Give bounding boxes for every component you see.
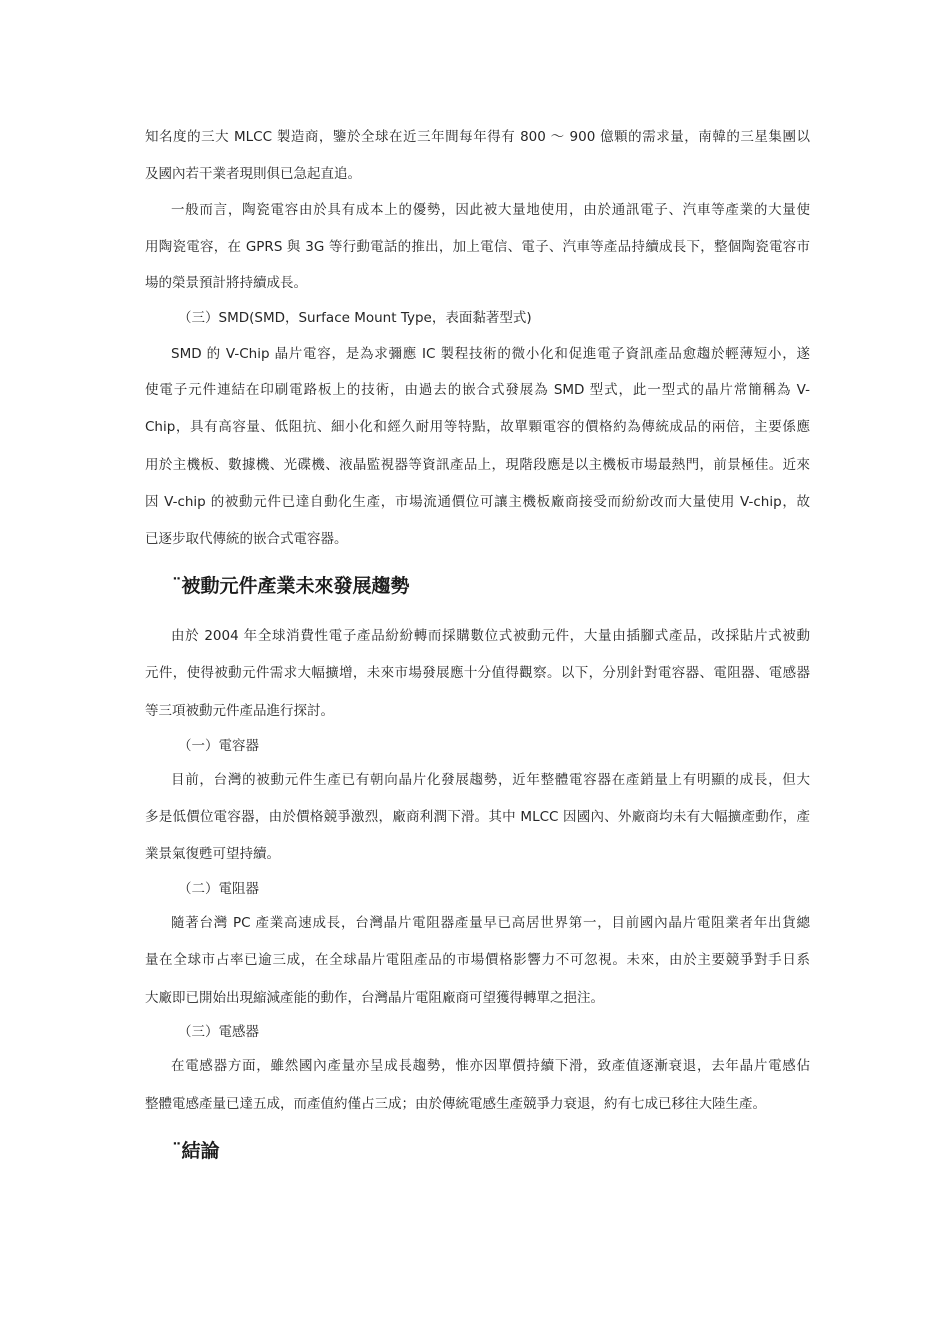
paragraph-line: 目前，台灣的被動元件生產已有朝向晶片化發展趨勢，近年整體電容器在產銷量上有明顯的成長，但大 [171, 772, 810, 788]
paragraph-line: 由於 2004 年全球消費性電子產品紛紛轉而採購數位式被動元件，大量由插腳式產品，改採貼片式被動 [171, 628, 810, 644]
paragraph-line: 及國內若干業者現則俱已急起直追。 [145, 166, 361, 182]
paragraph-line: 多是低價位電容器，由於價格競爭激烈，廠商利潤下滑。其中 MLCC 因國內、外廠商均未有大幅擴產動作，產 [145, 809, 810, 825]
paragraph-line: 業景氣復甦可望持續。 [145, 846, 280, 862]
subsection-title: （二）電阻器 [178, 881, 259, 897]
paragraph-line: 元件，使得被動元件需求大幅擴增，未來市場發展應十分值得觀察。以下，分別針對電容器、電阻器、電感器 [145, 665, 810, 681]
paragraph-line: 隨著台灣 PC 產業高速成長，台灣晶片電阻器產量早已高居世界第一，目前國內晶片電阻業者年出貨總 [171, 915, 810, 931]
paragraph-line: Chip，具有高容量、低阻抗、細小化和經久耐用等特點，故單顆電容的價格約為傳統成品的兩倍，主要係應 [145, 419, 810, 435]
paragraph-line: 場的榮景預計將持續成長。 [145, 275, 307, 291]
paragraph-line: 已逐步取代傳統的嵌合式電容器。 [145, 531, 348, 547]
paragraph-line: SMD 的 V-Chip 晶片電容，是為求彌應 IC 製程技術的微小化和促進電子資訊產品愈趨於輕薄短小，遂 [171, 346, 810, 362]
paragraph-line: 整體電感產量已達五成，而產值約僅占三成；由於傳統電感生產競爭力衰退，約有七成已移往大陸生產。 [145, 1096, 766, 1112]
subsection-title: （三）SMD(SMD，Surface Mount Type，表面黏著型式) [178, 310, 532, 326]
paragraph-line: 一般而言，陶瓷電容由於具有成本上的優勢，因此被大量地使用，由於通訊電子、汽車等產業的大量使 [171, 202, 810, 218]
section-heading: ¨結論 [172, 1140, 220, 1162]
section-heading: ¨被動元件產業未來發展趨勢 [172, 575, 410, 597]
paragraph-line: 量在全球市占率已逾三成，在全球晶片電阻產品的市場價格影響力不可忽視。未來，由於主要競爭對手日系 [145, 952, 810, 968]
paragraph-line: 知名度的三大 MLCC 製造商，鑒於全球在近三年間每年得有 800 ～ 900 億顆的需求量，南韓的三星集團以 [145, 129, 810, 145]
paragraph-line: 使電子元件連結在印刷電路板上的技術，由過去的嵌合式發展為 SMD 型式，此一型式的晶片常簡稱為 V- [145, 382, 810, 398]
subsection-title: （三）電感器 [178, 1024, 259, 1040]
paragraph-line: 用於主機板、數據機、光碟機、液晶監視器等資訊產品上，現階段應是以主機板市場最熱門，前景極佳。近來 [145, 457, 810, 473]
paragraph-line: 大廠即已開始出現縮減產能的動作，台灣晶片電阻廠商可望獲得轉單之挹注。 [145, 990, 604, 1006]
subsection-title: （一）電容器 [178, 738, 259, 754]
paragraph-line: 等三項被動元件產品進行探討。 [145, 703, 334, 719]
paragraph-line: 用陶瓷電容，在 GPRS 與 3G 等行動電話的推出，加上電信、電子、汽車等產品持續成長下，整個陶瓷電容市 [145, 239, 810, 255]
paragraph-line: 因 V-chip 的被動元件已達自動化生產，市場流通價位可讓主機板廠商接受而紛紛改而大量使用 V-chip，故 [145, 494, 810, 510]
paragraph-line: 在電感器方面，雖然國內產量亦呈成長趨勢，惟亦因單價持續下滑，致產值逐漸衰退，去年晶片電感佔 [171, 1058, 810, 1074]
